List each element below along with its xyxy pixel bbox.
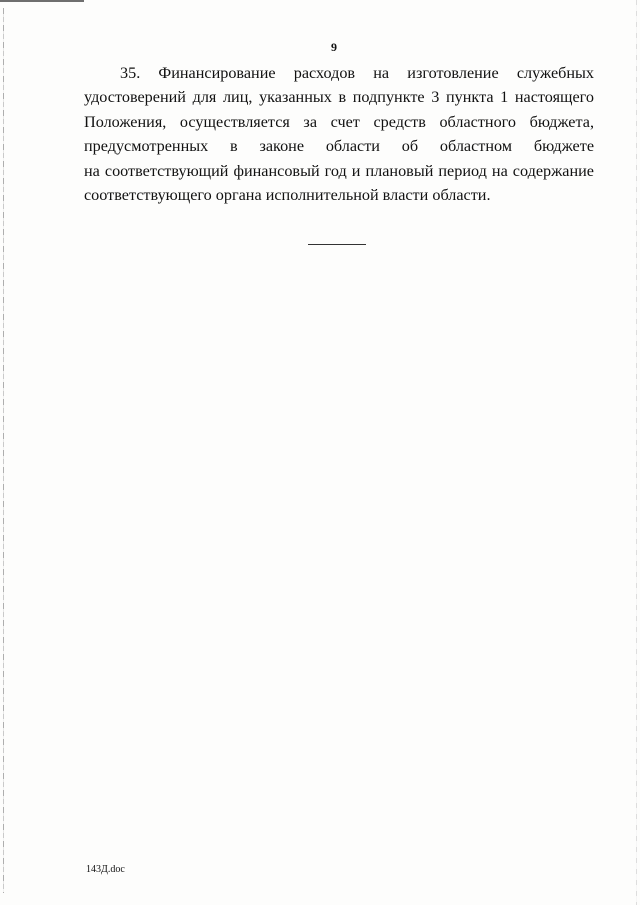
footer-filename: 143Д.doc — [86, 864, 125, 875]
paragraph-line: предусмотренных в законе области об областном бюджете — [84, 137, 594, 156]
paragraph-line: 35. Финансирование расходов на изготовление служебных — [120, 64, 594, 82]
paragraph-line: Положения, осуществляется за счет средств областного бюджета, — [84, 112, 594, 131]
end-of-text-rule — [308, 244, 366, 245]
paragraph-line: удостоверений для лиц, указанных в подпункте 3 пункта 1 настоящего — [84, 88, 594, 107]
scan-edge-right — [636, 0, 637, 905]
paragraph-35 — [84, 61, 594, 207]
scan-top-bar — [0, 0, 84, 2]
paragraph-line: соответствующего органа исполнительной власти области. — [84, 186, 491, 205]
scan-edge-left — [3, 8, 4, 893]
page-number: 9 — [331, 40, 337, 54]
paragraph-line: на соответствующий финансовый год и плановый период на содержание — [84, 161, 594, 180]
